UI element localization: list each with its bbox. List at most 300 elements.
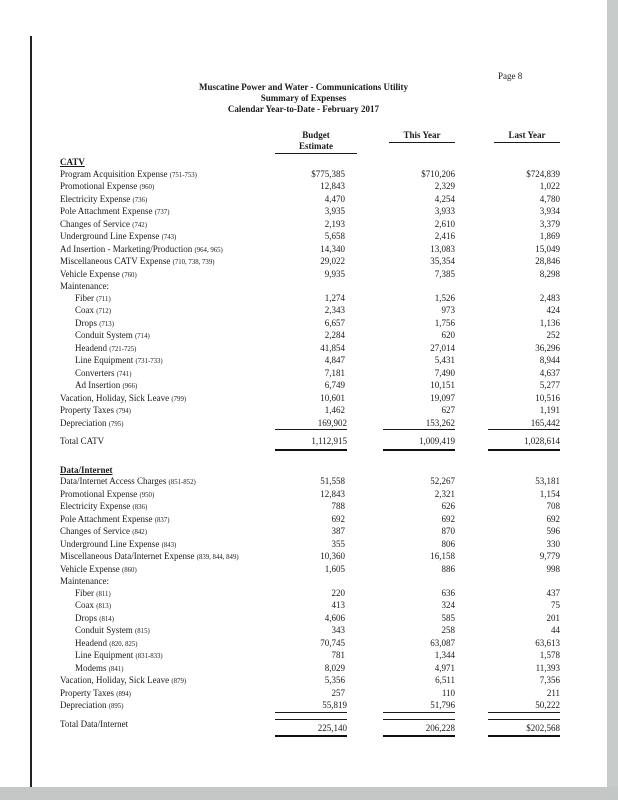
row-label: Coax: [75, 600, 94, 610]
budget-cell: [275, 231, 345, 244]
account-code: (894): [116, 690, 131, 698]
row-label-cell: [60, 219, 275, 232]
last-year-cell: [455, 405, 560, 418]
budget-cell: [275, 650, 345, 663]
account-code: (760): [121, 271, 137, 279]
section-header: [60, 465, 560, 477]
last-year-value: 2,483: [539, 292, 560, 303]
last-year-value: 596: [546, 526, 560, 536]
this-year-value: 63,087: [430, 637, 455, 648]
table-row: [60, 489, 560, 502]
row-label-cell: [60, 318, 275, 331]
row-label-cell: [60, 638, 275, 651]
last-year-cell: [455, 293, 560, 306]
row-label: Line Equipment: [75, 650, 134, 660]
budget-header-line1: Budget: [302, 130, 330, 140]
last-year-value: 252: [546, 330, 560, 340]
row-label-cell: [60, 269, 275, 282]
last-year-cell: [455, 588, 560, 601]
last-year-value: 4,780: [539, 193, 560, 204]
this-year-cell: [345, 650, 455, 663]
last-year-value: 165,442: [488, 418, 560, 431]
row-label: Converters: [75, 367, 115, 378]
report-title: Muscatine Power and Water - Communications Utility: [199, 82, 408, 92]
this-year-value: 2,416: [434, 231, 455, 241]
row-label: Miscellaneous Data/Internet Expense: [60, 551, 195, 561]
budget-value: 781: [331, 650, 345, 660]
table-row: [60, 418, 560, 431]
row-label-cell: [60, 539, 275, 552]
row-label: Headend: [75, 342, 107, 353]
budget-value: 4,470: [324, 193, 345, 204]
this-year-value: 10,151: [430, 380, 455, 390]
budget-value: 4,847: [324, 355, 345, 365]
account-code: (837): [154, 516, 170, 524]
last-year-value: 1,154: [539, 488, 560, 499]
table-row: [60, 330, 560, 343]
this-year-cell: [345, 600, 455, 613]
this-year-cell: [345, 343, 455, 356]
scan-artifact-line: [30, 36, 32, 787]
this-year-cell: [345, 588, 455, 601]
last-year-cell: [455, 700, 560, 713]
page-number: Page 8: [498, 71, 523, 81]
this-year-value: 153,262: [383, 418, 455, 431]
last-year-value: 1,869: [539, 231, 560, 241]
row-label-cell: [60, 551, 275, 564]
last-year-value: $724,839: [526, 168, 560, 179]
row-label-cell: [60, 355, 275, 368]
budget-cell: [275, 256, 345, 269]
budget-cell: [275, 501, 345, 514]
last-year-cell: [455, 343, 560, 356]
this-year-cell: [345, 206, 455, 219]
budget-cell: [275, 269, 345, 282]
row-label: Depreciation: [60, 417, 107, 428]
table-row: [60, 318, 560, 331]
this-year-cell: [345, 625, 455, 638]
this-year-value: 7,490: [434, 367, 455, 378]
this-year-column-header: This Year: [389, 130, 455, 143]
this-year-cell: [345, 688, 455, 701]
this-year-cell: [345, 700, 455, 713]
this-year-cell: [345, 181, 455, 194]
account-code: (842): [132, 529, 147, 536]
row-label: Fiber: [75, 292, 94, 303]
this-year-value: 1,344: [434, 650, 455, 660]
this-year-cell: [345, 194, 455, 207]
budget-cell: [275, 418, 345, 431]
row-label-cell: [60, 305, 275, 318]
row-label: Program Acquisition Expense: [60, 168, 168, 179]
last-year-cell: [455, 663, 560, 676]
last-year-cell: [455, 514, 560, 527]
last-year-value: 7,356: [539, 675, 560, 685]
account-code: (799): [171, 395, 187, 403]
account-code: (736): [132, 196, 148, 204]
account-code: (811): [96, 590, 111, 598]
table-row: [60, 293, 560, 306]
account-code: (851-852): [168, 479, 196, 486]
table-row: [60, 576, 560, 588]
budget-cell: [275, 514, 345, 527]
report-header: [0, 82, 607, 115]
last-year-cell: [455, 675, 560, 688]
budget-cell: [275, 564, 345, 577]
budget-cell: [275, 305, 345, 318]
last-year-value: 1,578: [539, 650, 560, 660]
account-code: (820, 825): [109, 640, 138, 648]
this-year-value: 2,329: [434, 181, 455, 191]
row-label: Depreciation: [60, 700, 107, 710]
last-year-cell: [455, 564, 560, 577]
budget-value: 5,658: [324, 231, 345, 241]
last-year-cell: [455, 380, 560, 393]
this-year-cell: [345, 663, 455, 676]
last-year-value: 9,779: [539, 551, 560, 561]
section-header: [60, 157, 560, 169]
account-code: (742): [132, 221, 147, 229]
row-label: Property Taxes: [60, 405, 114, 415]
last-year-column-header: Last Year: [494, 130, 560, 143]
budget-value: 343: [331, 625, 345, 635]
budget-cell: [275, 355, 345, 368]
budget-cell: [275, 489, 345, 502]
row-label-cell: [60, 293, 275, 306]
table-row: [60, 625, 560, 638]
last-year-value: 15,049: [535, 243, 560, 254]
last-year-cell: [455, 318, 560, 331]
this-year-cell: [345, 256, 455, 269]
row-label: Line Equipment: [75, 355, 134, 365]
account-code: (815): [135, 628, 150, 635]
budget-value: 355: [331, 538, 345, 549]
this-year-value: 4,971: [434, 662, 455, 673]
budget-value: 692: [331, 513, 345, 524]
budget-cell: [275, 194, 345, 207]
last-year-total-cell: [455, 436, 560, 451]
row-label-cell: [60, 576, 275, 588]
account-code: (737): [154, 209, 170, 216]
budget-cell: [275, 393, 345, 406]
header-spacer: [60, 130, 275, 154]
account-code: (711): [96, 295, 111, 303]
budget-cell: [275, 600, 345, 613]
table-row: [60, 206, 560, 219]
budget-value: 9,935: [324, 268, 345, 279]
table-row: [60, 638, 560, 651]
this-year-cell: [345, 293, 455, 306]
row-label-cell: [60, 194, 275, 207]
this-year-cell: [345, 576, 455, 588]
row-label: Ad Insertion: [75, 380, 121, 390]
budget-cell: [275, 551, 345, 564]
account-code: (721-725): [109, 345, 137, 353]
last-year-cell: [455, 231, 560, 244]
row-label-cell: [60, 231, 275, 244]
scan-edge-bottom: [0, 787, 618, 800]
budget-value: 10,601: [320, 392, 345, 403]
last-year-value: 692: [546, 513, 560, 524]
last-year-cell: [455, 281, 560, 293]
last-year-cell: [455, 650, 560, 663]
this-year-value: 1,756: [434, 317, 455, 328]
this-year-cell: [345, 526, 455, 539]
table-row: [60, 231, 560, 244]
table-row: [60, 663, 560, 676]
account-code: (879): [171, 678, 187, 685]
last-year-value: 998: [546, 563, 560, 574]
budget-value: 257: [331, 687, 345, 698]
budget-value: 14,340: [320, 243, 345, 254]
row-label-cell: [60, 613, 275, 626]
budget-value: 1,605: [324, 563, 345, 574]
last-year-value: 50,222: [488, 700, 560, 713]
table-row: [60, 219, 560, 232]
account-code: (966): [122, 383, 138, 390]
last-year-cell: [455, 305, 560, 318]
budget-value: 10,360: [320, 551, 345, 561]
account-code: (714): [135, 333, 150, 340]
last-year-value: 201: [546, 612, 560, 623]
row-label-cell: [60, 206, 275, 219]
this-year-cell: [345, 514, 455, 527]
account-code: (751-753): [169, 171, 197, 179]
this-year-cell: [345, 330, 455, 343]
row-label-cell: [60, 405, 275, 418]
last-year-cell: [455, 330, 560, 343]
row-label-cell: [60, 675, 275, 688]
budget-cell: [275, 368, 345, 381]
row-label: Data/Internet Access Charges: [60, 476, 167, 486]
budget-cell: [275, 330, 345, 343]
table-row: [60, 244, 560, 257]
table-row: [60, 650, 560, 663]
budget-value: 55,819: [275, 700, 347, 713]
this-year-value: $710,206: [421, 168, 455, 179]
last-year-value: 8,298: [539, 268, 560, 279]
this-year-value: 13,083: [430, 243, 455, 254]
budget-value: 29,022: [320, 256, 345, 266]
budget-cell: [275, 526, 345, 539]
last-year-cell: [455, 256, 560, 269]
budget-cell: [275, 675, 345, 688]
account-code: (741): [116, 370, 132, 378]
table-row: [60, 181, 560, 194]
row-label-cell: [60, 489, 275, 502]
budget-cell: [275, 206, 345, 219]
row-label: Vacation, Holiday, Sick Leave: [60, 392, 170, 403]
account-code: (713): [99, 320, 114, 328]
account-code: (839, 844, 849): [196, 554, 239, 561]
table-row: [60, 551, 560, 564]
budget-value: 3,935: [324, 206, 345, 216]
row-label-cell: [60, 380, 275, 393]
this-year-cell: [345, 405, 455, 418]
last-year-value: 1,136: [539, 317, 560, 328]
budget-cell: [275, 318, 345, 331]
budget-cell: [275, 700, 345, 713]
last-year-cell: [455, 219, 560, 232]
last-year-value: 44: [551, 625, 560, 635]
budget-cell: [275, 219, 345, 232]
budget-value: 220: [331, 587, 345, 598]
this-year-value: 4,254: [434, 193, 455, 204]
budget-value: 1,462: [324, 405, 345, 415]
this-year-value: 258: [441, 625, 455, 635]
account-code: (731-733): [135, 358, 163, 365]
budget-cell: [275, 380, 345, 393]
this-year-value: 886: [441, 563, 455, 574]
this-year-cell: [345, 539, 455, 552]
last-year-value: 53,181: [535, 476, 560, 486]
account-code: (712): [96, 308, 111, 315]
last-year-value: 1,191: [539, 405, 560, 415]
last-year-cell: [455, 526, 560, 539]
budget-cell: [275, 688, 345, 701]
table-row: [60, 564, 560, 577]
total-label-cell: [60, 436, 275, 451]
budget-value: 6,749: [324, 380, 345, 390]
budget-value: 12,843: [320, 181, 345, 191]
last-year-cell: [455, 638, 560, 651]
row-label: Property Taxes: [60, 687, 114, 698]
this-year-cell: [345, 305, 455, 318]
account-code: (843): [161, 541, 177, 549]
last-year-value: 63,613: [535, 637, 560, 648]
row-label: Miscellaneous CATV Expense: [60, 256, 171, 266]
this-year-value: 51,796: [383, 700, 455, 713]
this-year-value: 324: [441, 600, 455, 610]
last-year-cell: [455, 269, 560, 282]
this-year-cell: [345, 269, 455, 282]
this-year-value: 27,014: [430, 342, 455, 353]
last-year-value: 28,846: [535, 256, 560, 266]
account-code: (710, 738, 739): [172, 259, 215, 266]
section-total-row: [60, 719, 560, 738]
budget-value: 788: [331, 501, 345, 511]
this-year-cell: [345, 355, 455, 368]
row-label-cell: [60, 501, 275, 514]
last-year-cell: [455, 625, 560, 638]
section-total-row: [60, 436, 560, 451]
budget-value: 2,284: [324, 330, 345, 340]
budget-cell: [275, 169, 345, 182]
row-label-cell: [60, 526, 275, 539]
last-year-cell: [455, 181, 560, 194]
last-year-cell: [455, 600, 560, 613]
table-row: [60, 588, 560, 601]
last-year-value: 3,934: [539, 206, 560, 216]
budget-value: $775,385: [311, 168, 345, 179]
table-row: [60, 526, 560, 539]
last-year-value: 437: [546, 587, 560, 598]
row-label-cell: [60, 564, 275, 577]
last-year-cell: [455, 501, 560, 514]
last-year-cell: [455, 688, 560, 701]
row-label: Drops: [75, 317, 97, 328]
budget-value: 2,343: [324, 305, 345, 315]
last-year-cell: [455, 206, 560, 219]
last-year-value: 10,516: [535, 392, 560, 403]
row-label-cell: [60, 244, 275, 257]
this-year-value: 692: [441, 513, 455, 524]
table-row: [60, 600, 560, 613]
row-label: Electricity Expense: [60, 193, 131, 204]
last-year-value: 708: [546, 501, 560, 511]
budget-value: 387: [331, 526, 345, 536]
this-year-value: 1,526: [434, 292, 455, 303]
this-year-cell: [345, 368, 455, 381]
this-year-cell: [345, 613, 455, 626]
row-label-cell: [60, 169, 275, 182]
table-row: [60, 169, 560, 182]
table-row: [60, 514, 560, 527]
this-year-value: 19,097: [430, 392, 455, 403]
last-year-cell: [455, 355, 560, 368]
row-label-cell: [60, 256, 275, 269]
budget-value: 4,606: [324, 612, 345, 623]
budget-value: 41,854: [320, 342, 345, 353]
this-year-cell: [345, 551, 455, 564]
this-year-value: 7,385: [434, 268, 455, 279]
row-label: Maintenance:: [60, 281, 109, 291]
last-year-cell: [455, 244, 560, 257]
table-body: [60, 157, 560, 737]
account-code: (743): [161, 234, 177, 241]
table-row: [60, 613, 560, 626]
last-year-cell: [455, 368, 560, 381]
table-row: [60, 700, 560, 713]
last-year-total-value: $202,568: [488, 719, 560, 738]
last-year-cell: [455, 576, 560, 588]
section-gap: [60, 451, 560, 464]
table-row: [60, 675, 560, 688]
budget-cell: [275, 625, 345, 638]
this-year-value: 2,321: [434, 488, 455, 499]
last-year-cell: [455, 489, 560, 502]
this-year-value: 6,511: [435, 675, 455, 685]
table-row: [60, 501, 560, 514]
row-label: Promotional Expense: [60, 488, 138, 499]
budget-cell: [275, 588, 345, 601]
row-label: Underground Line Expense: [60, 538, 160, 549]
budget-value: 6,657: [324, 317, 345, 328]
row-label: Vacation, Holiday, Sick Leave: [60, 675, 170, 685]
budget-cell: [275, 576, 345, 588]
last-year-value: 211: [546, 687, 560, 698]
row-label-cell: [60, 393, 275, 406]
this-year-cell: [345, 318, 455, 331]
row-label-cell: [60, 368, 275, 381]
this-year-cell: [345, 638, 455, 651]
last-year-cell: [455, 551, 560, 564]
this-year-cell: [345, 219, 455, 232]
this-year-value: 620: [441, 330, 455, 340]
report-subtitle: Summary of Expenses: [260, 93, 347, 103]
last-year-value: 5,277: [539, 380, 560, 390]
last-year-value: 330: [546, 538, 560, 549]
last-year-value: 11,393: [535, 662, 560, 673]
row-label: Maintenance:: [60, 576, 109, 586]
table-row: [60, 368, 560, 381]
table-row: [60, 256, 560, 269]
table-row: [60, 380, 560, 393]
expenses-table: [60, 130, 560, 737]
this-year-value: 870: [441, 526, 455, 536]
row-label-cell: [60, 514, 275, 527]
row-label-cell: [60, 281, 275, 293]
